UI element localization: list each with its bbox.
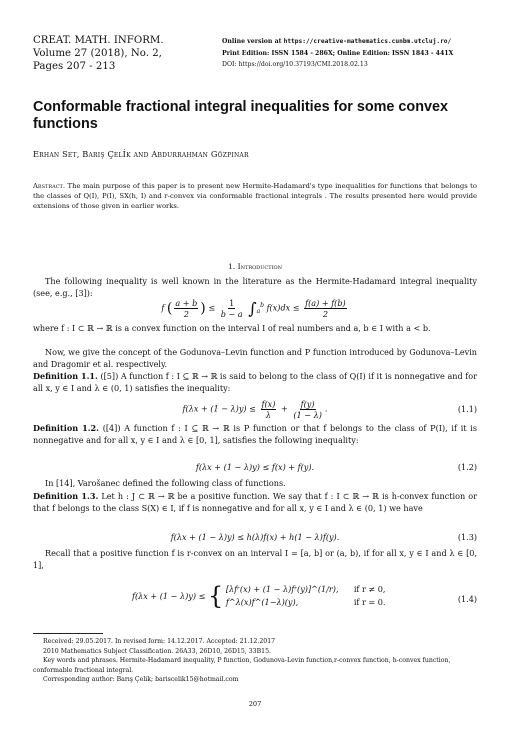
corresponding-author: Corresponding author: Barış Çelik; bariscelik15@hotmail.com [43, 676, 239, 684]
equation-1-2-number: (1.2) [457, 462, 477, 472]
equation-1-4-case-2: f^λ(x)f^(1−λ)(y), [225, 597, 299, 607]
paragraph-5: Recall that a positive function f is r-convex on an interval I = [a, b] or (a, b), if for all x, y ∈ I and λ ∈ [0, 1], [33, 548, 477, 571]
msc-classification: 2010 Mathematics Subject Classification. 26A33, 26D10, 26D15, 33B15. [43, 647, 271, 655]
equation-1-4-number: (1.4) [457, 594, 477, 604]
equation-1-3-number: (1.3) [457, 532, 477, 542]
journal-pages: Pages 207 - 213 [33, 61, 116, 73]
definition-1-2-label: Definition 1.2. [33, 423, 99, 433]
journal-name: CREAT. MATH. INFORM. [33, 35, 164, 46]
definition-1-2-text: ([4]) A function f : I ⊆ ℝ → ℝ is P function or that f belongs to the class of P(I), if it is nonnegative and for all x, y ∈ I and λ ∈ [0, 1], satisfies the following inequality: [33, 423, 478, 446]
definition-1-3-label: Definition 1.3. [33, 491, 99, 501]
journal-volume: Volume 27 (2018), No. 2, [33, 48, 162, 60]
equation-1-3: f(λx + (1 − λ)y) ≤ h(λ)f(x) + h(1 − λ)f(y). [170, 532, 340, 542]
paragraph-2: where f : I ⊂ ℝ → ℝ is a convex function on the interval I of real numbers and a, b ∈ I with a < b. [33, 323, 431, 333]
footnotes [33, 637, 477, 685]
definition-1-3 [33, 490, 477, 514]
abstract-label: Abstract. [33, 182, 66, 190]
equation-1-1-number: (1.1) [457, 404, 477, 414]
paper-title: Conformable fractional integral inequalities for some convex functions [33, 99, 449, 132]
equation-1-2: f(λx + (1 − λ)y) ≤ f(x) + f(y). [195, 462, 315, 472]
paper-authors: Erhan Set, Barış Çelİk and Abdurrahman Gözpinar [33, 149, 249, 159]
footnote-rule [33, 633, 103, 634]
equation-1-4-lhs: f(λx + (1 − λ)y) ≤ [132, 591, 206, 601]
doi[interactable]: DOI: https://doi.org/10.37193/CMI.2018.02.13 [222, 61, 368, 69]
equation-1-4: f(λx + (1 − λ)y) ≤ { [λfʳ(x) + (1 − λ)fʳ(y)]^(1/r), if r ≠ 0, f^λ(x)f^(1−λ)(y), if r = 0. [132, 582, 386, 610]
online-prefix: Online version at [222, 38, 284, 45]
received-dates: Received: 29.05.2017. In revised form: 14.12.2017. Accepted: 21.12.2017 [43, 638, 276, 645]
keywords: Key words and phrases. Hermite-Hadamard inequality, P function, Godunova-Levin function,r-convex function, h-convex function, conformable fractional integral. [33, 657, 451, 674]
equation-1-4-cond-2: if r = 0. [353, 597, 386, 607]
definition-1-1-label: Definition 1.1. [33, 371, 98, 381]
paragraph-4: In [14], Varošanec defined the following class of functions. [45, 478, 286, 488]
journal-header [33, 34, 164, 74]
abstract [33, 181, 477, 211]
section-heading: 1. Introduction [227, 262, 283, 271]
definition-1-3-text: Let h : J ⊂ ℝ → ℝ be a positive function. We say that f : I ⊂ ℝ → ℝ is h-convex function or that f belongs to the class S(X) ∈ I, if f is nonnegative and for all x, y ∈ I and λ ∈ (0, 1) we have [33, 491, 477, 514]
equation-1-4-case-1: [λfʳ(x) + (1 − λ)fʳ(y)]^(1/r), [225, 584, 339, 594]
paragraph-1: The following inequality is well known in the literature as the Hermite-Hadamard integral inequality (see, e.g., [3]): [33, 276, 477, 299]
page-number: 207 [248, 700, 262, 708]
paragraph-3: Now, we give the concept of the Godunova–Levin function and P function introduced by Godunova–Levin and Dragomir et al. respectively. [33, 347, 477, 370]
equation-1-4-cond-1: if r ≠ 0, [353, 584, 386, 594]
hh-inequality: f ( $\frac{a + b}{2}$ ) ≤ $\frac{1}{b - a}$ $\int_a^b$ f(x)dx ≤ $\frac{f(a) + f(b)}{2}$ [161, 298, 346, 319]
equation-1-1: f(λx + (1 − λ)y) ≤ $\frac{f(x)}{\lambda}$ + $\frac{f(y)}{(1 - \lambda)}$ . [182, 399, 328, 420]
edition-info [222, 36, 453, 71]
definition-1-1 [33, 370, 477, 394]
definition-1-2 [33, 422, 477, 446]
print-edition: Print Edition: ISSN 1584 - 286X; Online Edition: ISSN 1843 - 441X [222, 49, 454, 57]
definition-1-1-text: ([5]) A function f : I ⊆ ℝ → ℝ is said to belong to the class of Q(I) if it is nonnegative and for all x, y ∈ I and λ ∈ (0, 1) satisfies the inequality: [33, 371, 478, 394]
online-url[interactable]: https://creative-mathematics.cunbm.utcluj.ro/ [283, 38, 452, 45]
abstract-text: The main purpose of this paper is to present new Hermite-Hadamard's type inequalities for functions that belongs to the classes of Q(I), P(I), SX(h, I) and r-convex via conformable fractional integrals . The results presented here would provide extensions of those given in earlier works. [33, 182, 477, 211]
